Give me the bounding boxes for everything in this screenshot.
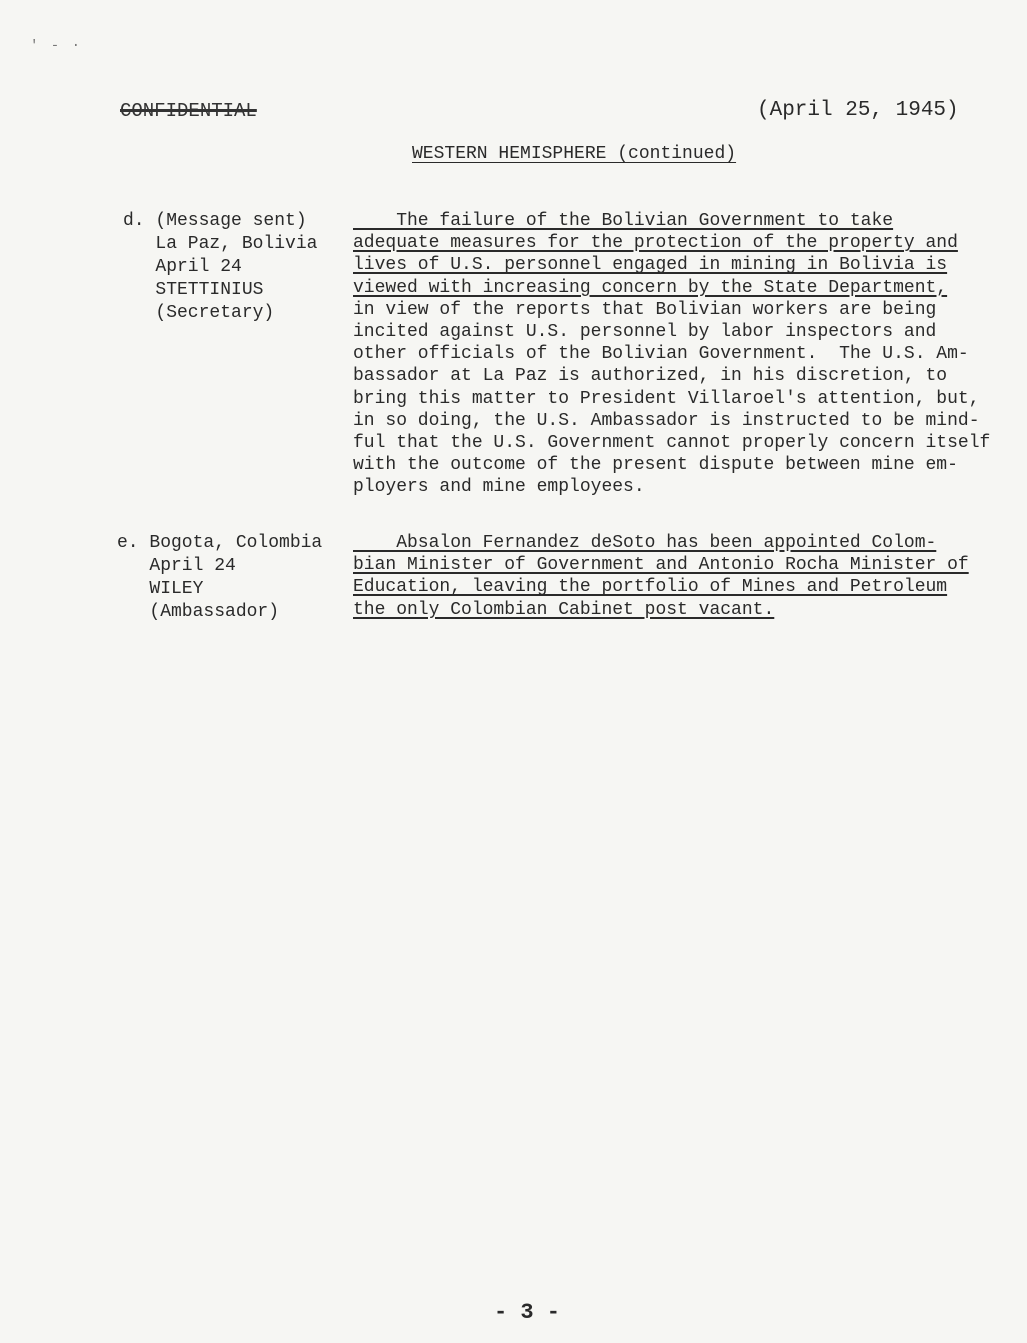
text-line: Education, leaving the portfolio of Mines and Petroleum [353,577,948,598]
sender-line: (Ambassador) [117,602,280,622]
text-line: adequate measures for the protection of the property and [353,233,958,254]
sender-line: WILEY [117,579,204,599]
text-line: bring this matter to President Villaroel's attention, but, [353,388,980,409]
item-e-sender [117,532,322,624]
text-line: The failure of the Bolivian Government to take [353,211,894,231]
item-d-text [353,210,993,499]
text-line: lives of U.S. personnel engaged in mining in Bolivia is [353,255,948,276]
text-line: incited against U.S. personnel by labor inspectors and [353,322,937,343]
document-date: (April 25, 1945) [757,99,959,122]
text-line: ful that the U.S. Government cannot properly concern itself [353,433,991,454]
text-line: ployers and mine employees. [353,477,645,498]
classification-stamp: CONFIDENTIAL [120,100,257,122]
sender-line: e. Bogota, Colombia [117,533,323,553]
text-line: in view of the reports that Bolivian workers are being [353,299,937,320]
sender-line: April 24 [123,257,242,277]
item-d-sender [123,210,317,325]
page-number: - 3 - [494,1300,561,1325]
text-line: bian Minister of Government and Antonio Rocha Minister of [353,555,969,576]
text-line: in so doing, the U.S. Ambassador is instructed to be mind- [353,410,980,431]
sender-line: d. (Message sent) [123,211,307,231]
text-line: with the outcome of the present dispute between mine em- [353,455,958,476]
margin-mark: ' - · [30,38,83,54]
item-e-text [353,532,993,621]
sender-line: La Paz, Bolivia [123,234,318,254]
text-line: bassador at La Paz is authorized, in his discretion, to [353,366,948,387]
section-title: WESTERN HEMISPHERE (continued) [412,144,737,164]
text-line: other officials of the Bolivian Government. The U.S. Am- [353,344,969,365]
sender-line: April 24 [117,556,236,576]
sender-line: (Secretary) [123,303,275,323]
text-line: the only Colombian Cabinet post vacant. [353,599,775,620]
text-line: Absalon Fernandez deSoto has been appointed Colom- [353,533,937,553]
sender-line: STETTINIUS [123,280,264,300]
text-line: viewed with increasing concern by the State Department, [353,277,948,298]
